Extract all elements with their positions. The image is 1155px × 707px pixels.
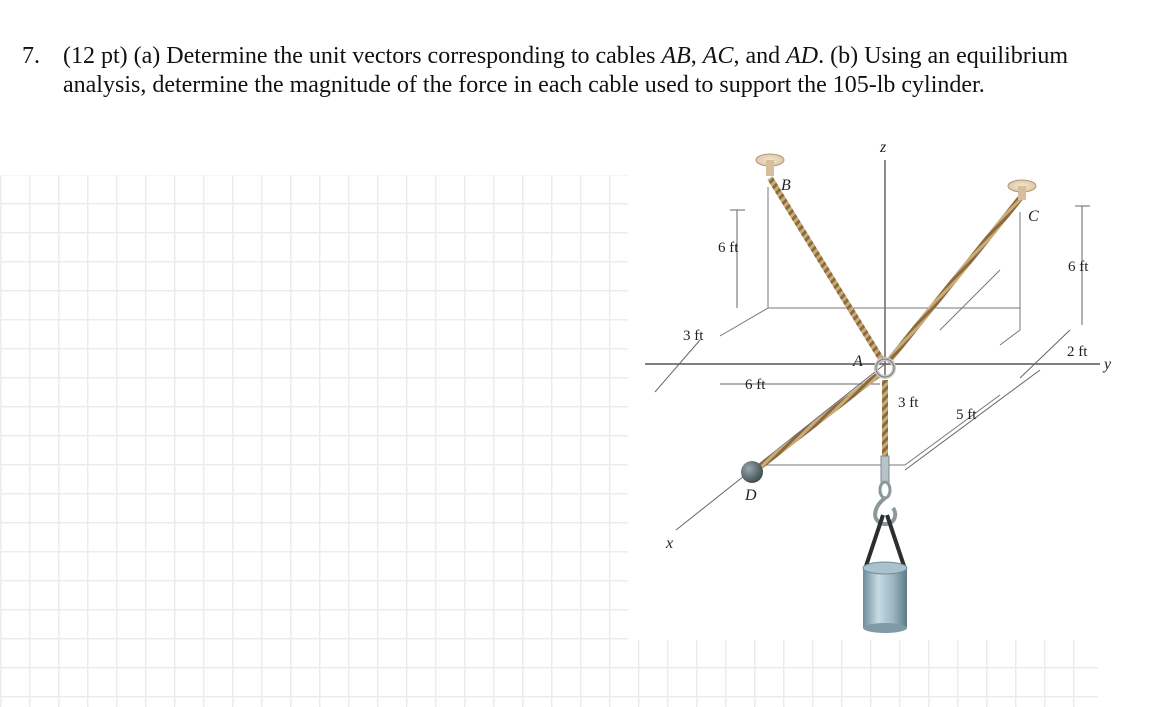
- cable-ab-label: AB: [661, 43, 691, 69]
- d-projection-line: [905, 395, 1000, 465]
- sling-right: [887, 515, 904, 566]
- label-c: C: [1028, 208, 1039, 225]
- cylinder-body: [863, 568, 907, 628]
- dim-line-c-offset: [1020, 330, 1070, 378]
- mount-stem-b: [766, 160, 774, 176]
- hook-icon: [875, 498, 895, 524]
- hook-swivel: [880, 482, 890, 498]
- sling-left: [866, 515, 883, 566]
- cable-ac-label: AC: [702, 43, 734, 69]
- dim-b-height: 6 ft: [718, 240, 739, 256]
- cylinder-top: [863, 562, 907, 574]
- cable-ad-label: AD: [786, 43, 819, 69]
- dim-y-span-left: 6 ft: [745, 377, 766, 393]
- c-floor-line: [1000, 330, 1020, 345]
- cable-ab: [770, 178, 883, 362]
- problem-text-part-1: (12 pt) (a) Determine the unit vectors corresponding to cables: [63, 43, 662, 69]
- anchor-ball-d: [741, 461, 763, 483]
- axis-label-z: z: [880, 139, 887, 156]
- dim-x-offset-d: 3 ft: [898, 395, 919, 411]
- cable-ad: [757, 375, 878, 469]
- dim-x-offset-b: 3 ft: [683, 328, 704, 344]
- hook-shank: [881, 456, 889, 482]
- label-d: D: [745, 487, 757, 504]
- label-a: A: [853, 353, 863, 370]
- problem-text-and: , and: [733, 43, 787, 69]
- cylinder-bottom: [863, 623, 907, 633]
- problem-text-part-2: . (b) Using an equilibrium analysis, determine the magnitude of the force in each cable used to support the 105-lb cylinder.: [63, 43, 1069, 98]
- dim-c-offset: 2 ft: [1067, 344, 1088, 360]
- b-offset-line: [720, 308, 768, 336]
- dim-line-x-offset: [655, 340, 700, 392]
- c-projection-line: [940, 270, 1000, 330]
- dim-y-span-right: 5 ft: [956, 407, 977, 423]
- cable-ac: [888, 196, 1022, 362]
- label-b: B: [781, 177, 791, 194]
- problem-number: 7.: [22, 43, 40, 69]
- mount-stem-c: [1018, 186, 1026, 200]
- axis-label-y: y: [1104, 356, 1112, 373]
- problem-text-comma: ,: [690, 43, 703, 69]
- axis-label-x: x: [666, 535, 674, 552]
- dim-c-height: 6 ft: [1068, 259, 1089, 275]
